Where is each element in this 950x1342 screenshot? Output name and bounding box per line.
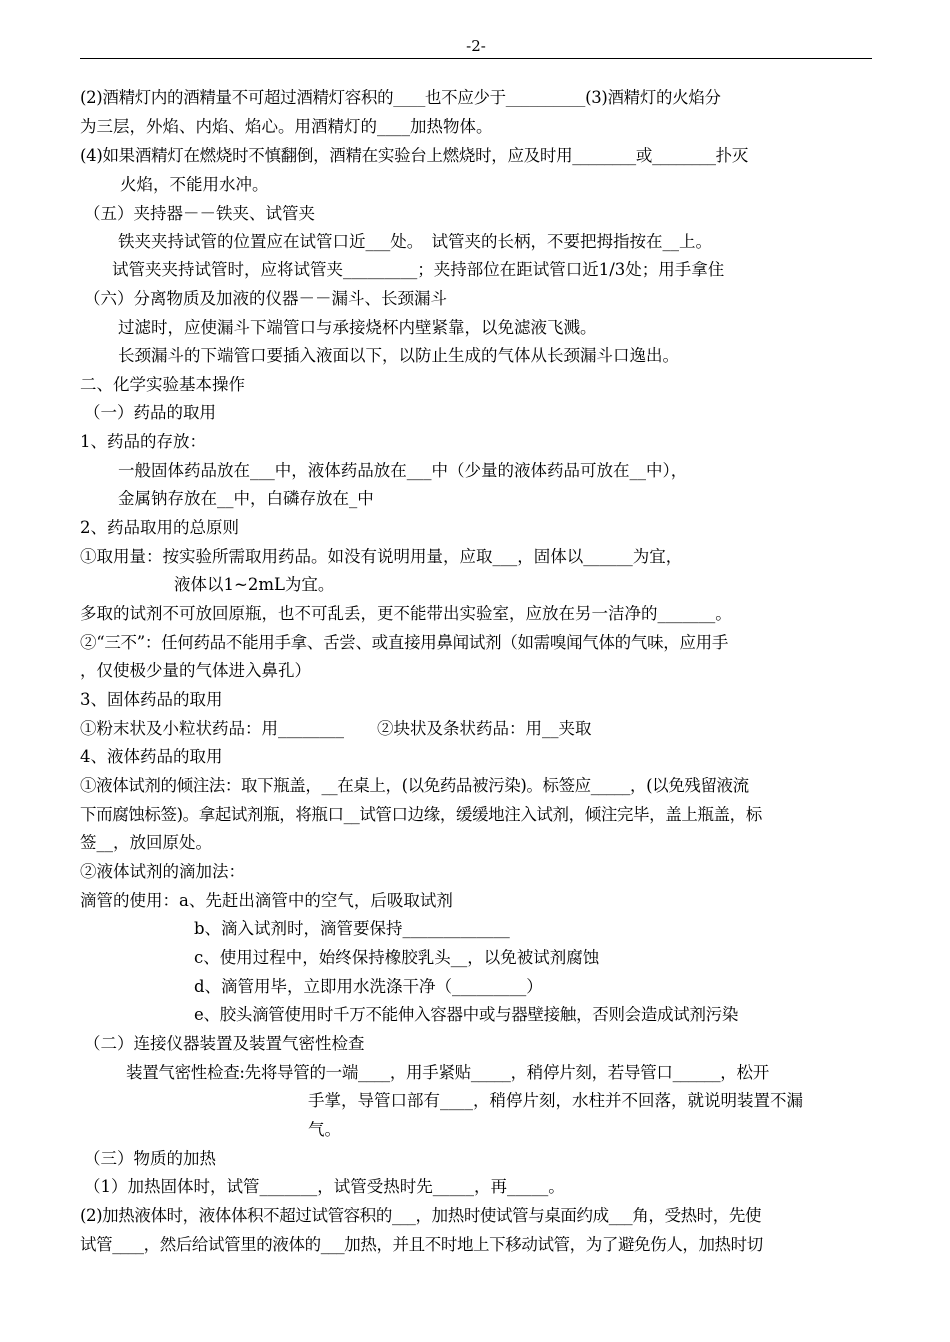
text-line: 铁夹夹持试管的位置应在试管口近___处。 试管夹的长柄，不要把拇指按在__上。 bbox=[118, 232, 712, 251]
text-line: d、滴管用毕，立即用水洗涤干净（_________） bbox=[194, 977, 543, 996]
text-line: 火焰，不能用水冲。 bbox=[120, 175, 269, 194]
text-line: （1）加热固体时，试管_______，试管受热时先_____，再_____。 bbox=[84, 1177, 565, 1196]
text-line: (2)酒精灯内的酒精量不可超过酒精灯容积的____也不应少于__________(3)酒精灯的火焰分 bbox=[80, 88, 721, 107]
text-line: 装置气密性检查:先将导管的一端____，用手紧贴_____，稍停片刻，若导管口______，松开 bbox=[126, 1063, 769, 1082]
text-line: b、滴入试剂时，滴管要保持_____________ bbox=[194, 919, 510, 938]
text-line: 下而腐蚀标签)。拿起试剂瓶，将瓶口__试管口边缘，缓缓地注入试剂，倾注完毕，盖上瓶盖，标 bbox=[80, 805, 762, 824]
section-heading: （一）药品的取用 bbox=[84, 403, 216, 422]
page-number: -2- bbox=[466, 37, 486, 55]
text-line: ①取用量：按实验所需取用药品。如没有说明用量，应取___，固体以______为宜， bbox=[80, 547, 683, 566]
text-line: ①粉末状及小粒状药品：用________ ②块状及条状药品：用__夹取 bbox=[80, 719, 592, 738]
text-line: 液体以1~2mL为宜。 bbox=[174, 575, 335, 594]
text-line: (2)加热液体时，液体体积不超过试管容积的___，加热时使试管与桌面约成___角，受热时，先使 bbox=[80, 1206, 762, 1225]
section-heading: （六）分离物质及加液的仪器－－漏斗、长颈漏斗 bbox=[84, 289, 447, 308]
text-line: 一般固体药品放在___中，液体药品放在___中（少量的液体药品可放在__中）， bbox=[118, 461, 688, 480]
text-line: 多取的试剂不可放回原瓶，也不可乱丢，更不能带出实验室，应放在另一洁净的_______。 bbox=[80, 604, 732, 623]
text-line: 长颈漏斗的下端管口要插入液面以下，以防止生成的气体从长颈漏斗口逸出。 bbox=[118, 346, 679, 365]
section-heading: 二、化学实验基本操作 bbox=[80, 375, 245, 394]
text-line: 过滤时，应使漏斗下端管口与承接烧杯内壁紧靠，以免滤液飞溅。 bbox=[118, 318, 597, 337]
text-line: 气。 bbox=[308, 1120, 341, 1139]
text-line: 4、液体药品的取用 bbox=[80, 747, 223, 766]
text-line: 试管夹夹持试管时，应将试管夹_________；夹持部位在距试管口近1/3处；用手拿住 bbox=[112, 260, 725, 279]
text-line: 手掌，导管口部有____，稍停片刻，水柱并不回落，就说明装置不漏 bbox=[308, 1091, 803, 1110]
text-line: 为三层，外焰、内焰、焰心。用酒精灯的____加热物体。 bbox=[80, 117, 493, 136]
text-line: (4)如果酒精灯在燃烧时不慎翻倒，酒精在实验台上燃烧时，应及时用________或________扑灭 bbox=[80, 146, 749, 165]
text-line: ，仅使极少量的气体进入鼻孔） bbox=[80, 661, 311, 680]
text-line: ②“三不”：任何药品不能用手拿、舌尝、或直接用鼻闻试剂（如需嗅闻气体的气味，应用手 bbox=[80, 633, 729, 652]
text-line: ①液体试剂的倾注法：取下瓶盖，__在桌上，(以免药品被污染)。标签应_____，(以免残留液流 bbox=[80, 776, 749, 795]
page-header bbox=[80, 34, 872, 59]
section-heading: （五）夹持器－－铁夹、试管夹 bbox=[84, 204, 315, 223]
section-heading: （二）连接仪器装置及装置气密性检查 bbox=[84, 1034, 365, 1053]
text-line: 滴管的使用：a、先赶出滴管中的空气，后吸取试剂 bbox=[80, 891, 453, 910]
text-line: c、使用过程中，始终保持橡胶乳头__，以免被试剂腐蚀 bbox=[194, 948, 600, 967]
text-line: 2、药品取用的总原则 bbox=[80, 518, 239, 537]
text-line: e、胶头滴管使用时千万不能伸入容器中或与器壁接触，否则会造成试剂污染 bbox=[194, 1005, 739, 1024]
text-line: 试管____，然后给试管里的液体的___加热，并且不时地上下移动试管，为了避免伤人，加热时切 bbox=[80, 1235, 763, 1254]
text-line: 签__，放回原处。 bbox=[80, 833, 212, 852]
text-line: 金属钠存放在__中，白磷存放在_中 bbox=[118, 489, 374, 508]
text-line: 3、固体药品的取用 bbox=[80, 690, 223, 709]
section-heading: （三）物质的加热 bbox=[84, 1149, 216, 1168]
text-line: 1、药品的存放： bbox=[80, 432, 206, 451]
text-line: ②液体试剂的滴加法： bbox=[80, 862, 245, 881]
